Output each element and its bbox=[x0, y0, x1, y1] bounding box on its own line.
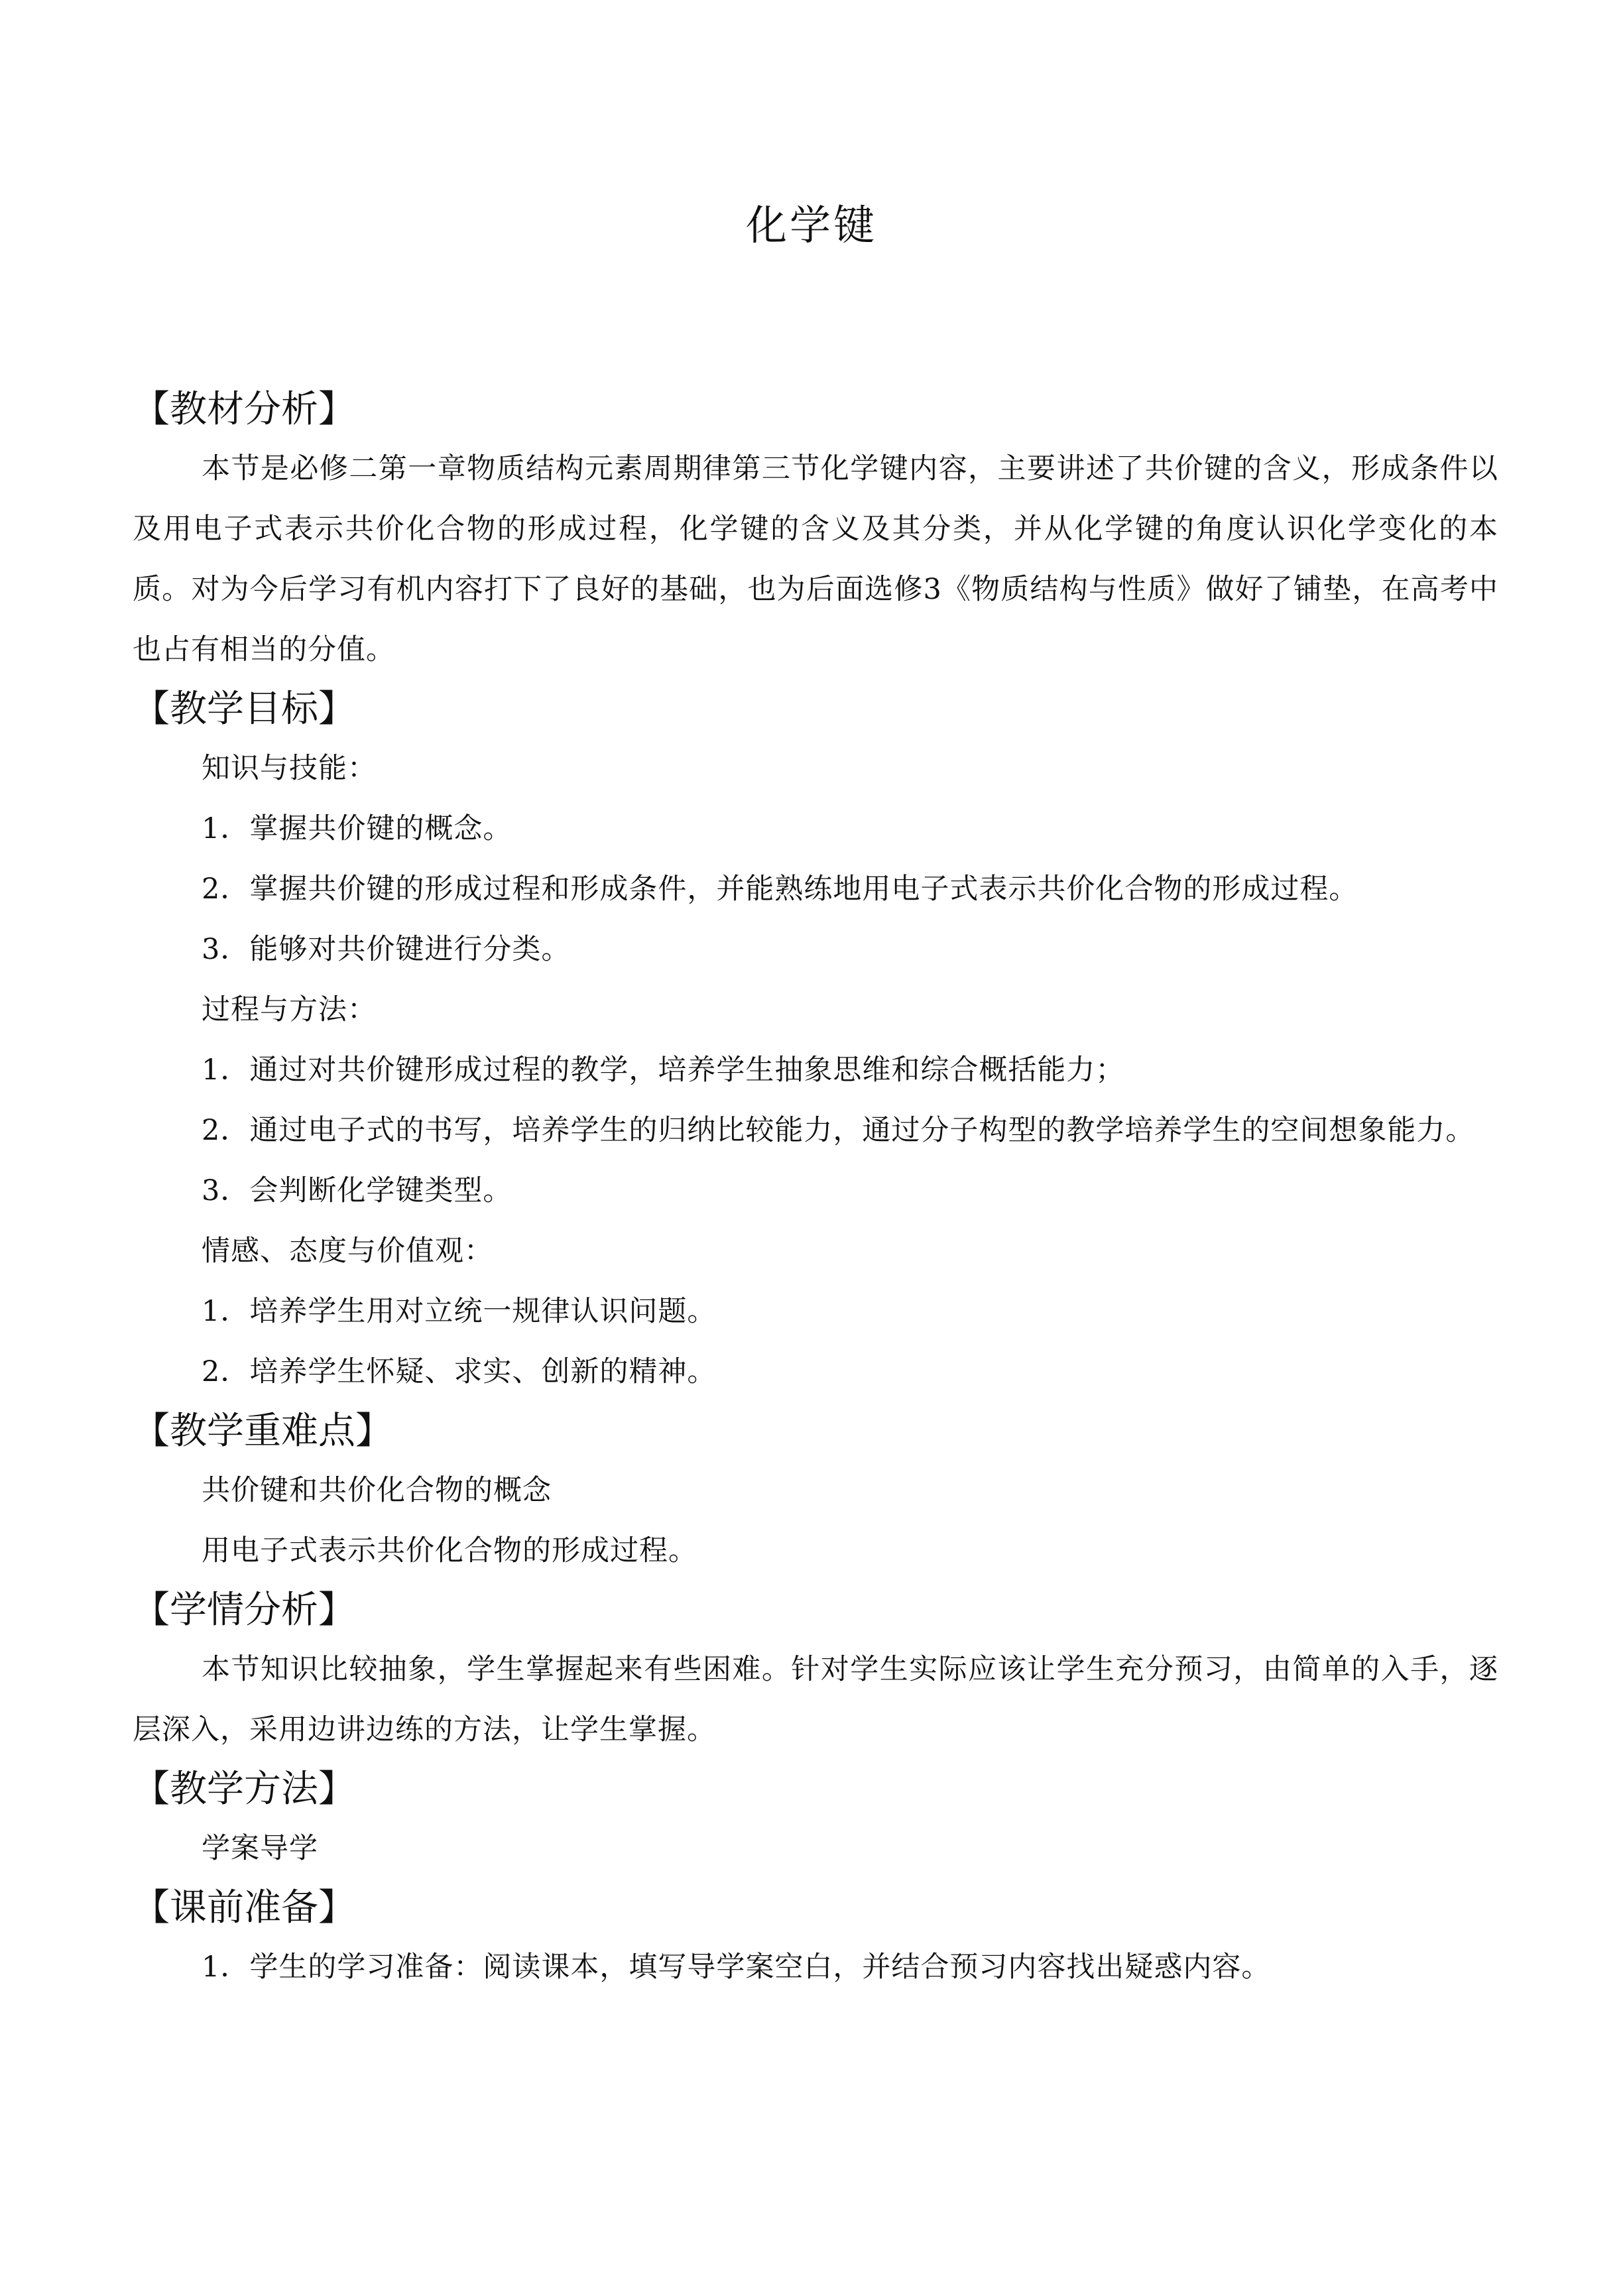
section-heading-preparation: 【课前准备】 bbox=[133, 1886, 355, 1929]
analysis-paragraph: 本节是必修二第一章物质结构元素周期律第三节化学键内容，主要讲述了共价键的含义，形成条件以及用电子式表示共价化合物的形成过程，化学键的含义及其分类，并从化学键的角度认识化学变化的本质。对为今后学习有机内容打下了良好的基础，也为后面选修3《物质结构与性质》做好了铺垫，在高考中也占有相当的分值。 bbox=[133, 452, 1498, 666]
section-heading-learner-analysis: 【学情分析】 bbox=[133, 1589, 355, 1632]
learner-analysis-paragraph: 本节知识比较抽象，学生掌握起来有些困难。针对学生实际应该让学生充分预习，由简单的入手，逐层深入，采用边讲边练的方法，让学生掌握。 bbox=[133, 1653, 1498, 1746]
knowledge-item: 1．掌握共价键的概念。 bbox=[202, 812, 512, 845]
section-heading-analysis: 【教材分析】 bbox=[133, 388, 355, 431]
section-heading-goals: 【教学目标】 bbox=[133, 688, 355, 731]
section-method bbox=[133, 1760, 1498, 1879]
preparation-item: 1．学生的学习准备：阅读课本，填写导学案空白，并结合预习内容找出疑惑内容。 bbox=[202, 1951, 1271, 1984]
knowledge-item: 3．能够对共价键进行分类。 bbox=[202, 933, 571, 966]
section-analysis bbox=[133, 381, 1498, 680]
key-point-item: 共价键和共价化合物的概念 bbox=[202, 1474, 552, 1507]
method-text: 学案导学 bbox=[202, 1832, 318, 1865]
section-learner-analysis bbox=[133, 1581, 1498, 1760]
emotion-item: 1．培养学生用对立统一规律认识问题。 bbox=[202, 1295, 717, 1328]
process-item: 1．通过对共价键形成过程的教学，培养学生抽象思维和综合概括能力； bbox=[202, 1054, 1125, 1087]
knowledge-label: 知识与技能： bbox=[202, 752, 377, 785]
document-body bbox=[133, 381, 1498, 1998]
process-label: 过程与方法： bbox=[202, 993, 377, 1026]
process-item: 2．通过电子式的书写，培养学生的归纳比较能力，通过分子构型的教学培养学生的空间想象能力。 bbox=[202, 1114, 1475, 1147]
section-key-points bbox=[133, 1402, 1498, 1581]
section-heading-method: 【教学方法】 bbox=[133, 1768, 355, 1811]
emotion-item: 2．培养学生怀疑、求实、创新的精神。 bbox=[202, 1355, 717, 1388]
page-title: 化学键 bbox=[745, 201, 877, 249]
section-goals bbox=[133, 680, 1498, 1402]
knowledge-item: 2．掌握共价键的形成过程和形成条件，并能熟练地用电子式表示共价化合物的形成过程。 bbox=[202, 873, 1358, 906]
process-item: 3．会判断化学键类型。 bbox=[202, 1174, 512, 1207]
section-preparation bbox=[133, 1879, 1498, 1998]
section-heading-key-points: 【教学重难点】 bbox=[133, 1410, 392, 1453]
key-point-item: 用电子式表示共价化合物的形成过程。 bbox=[202, 1534, 697, 1567]
emotion-label: 情感、态度与价值观： bbox=[202, 1235, 493, 1268]
